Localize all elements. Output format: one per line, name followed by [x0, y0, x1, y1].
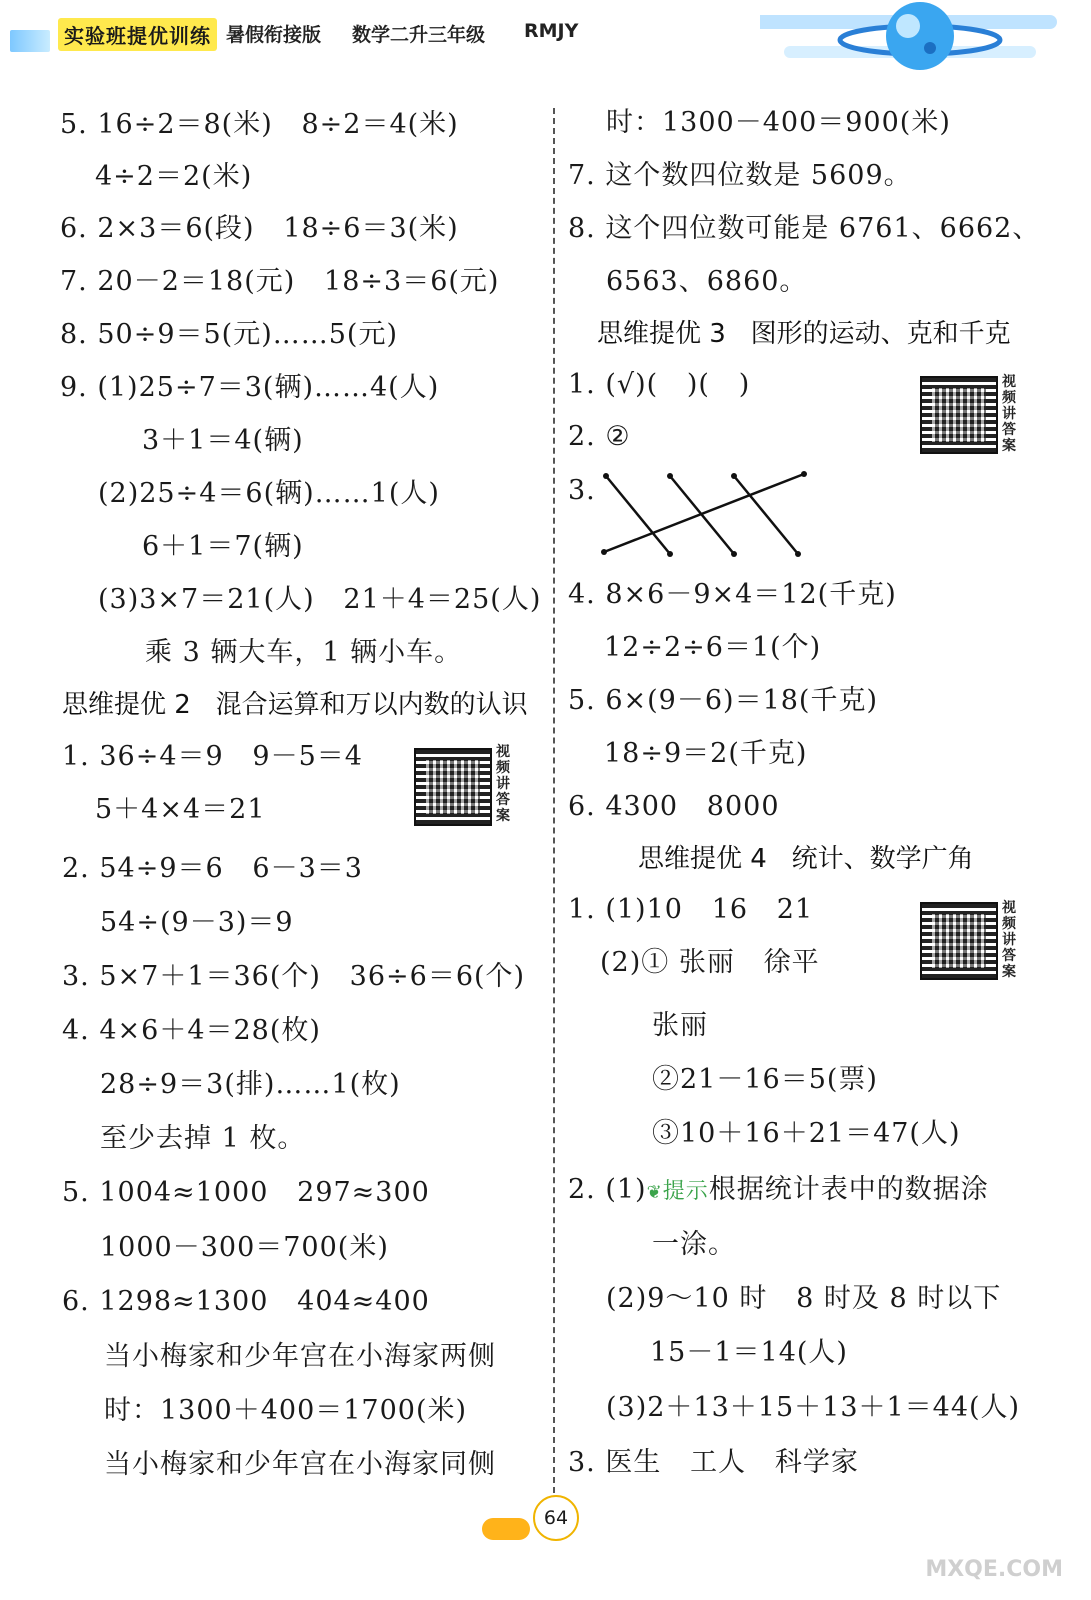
hint-label: 提示 — [662, 1179, 709, 1204]
header-version: RMJY — [524, 20, 579, 42]
header-subject: 数学二升三年级 — [352, 24, 486, 46]
answer-line: 当小梅家和少年宫在小海家同侧 — [104, 1449, 496, 1480]
answer-line: 12÷2÷6＝1(个) — [604, 632, 822, 663]
leaf-icon: ❦ — [646, 1182, 663, 1203]
section-title: 思维提优 3 图形的运动、克和千克 — [597, 319, 1011, 349]
answer-line: 3. 医生 工人 科学家 — [568, 1447, 859, 1478]
page-header — [0, 0, 1091, 95]
answer-line: 至少去掉 1 枚。 — [100, 1123, 306, 1154]
answer-line: 4. 4×6＋4＝28(枚) — [62, 1015, 321, 1046]
header-accent-bar — [10, 30, 50, 52]
answer-line: 3. — [568, 475, 596, 506]
parallel-lines-figure — [598, 468, 808, 558]
qr-label: 视频讲答案 — [496, 744, 510, 824]
answer-line: 15－1＝14(人) — [650, 1337, 848, 1368]
planet-decoration-icon — [760, 0, 1060, 90]
answer-line: 5＋4×4＝21 — [95, 794, 266, 825]
answer-line: 3. 5×7＋1＝36(个) 36÷6＝6(个) — [62, 961, 526, 992]
watermark: MXQE.COM — [925, 1557, 1063, 1582]
answer-line: 当小梅家和少年宫在小海家两侧 — [104, 1341, 496, 1372]
answer-line: 1. (1)10 16 21 — [568, 894, 814, 925]
answer-line: 6. 2×3＝6(段) 18÷6＝3(米) — [60, 213, 459, 244]
answer-line: 7. 20－2＝18(元) 18÷3＝6(元) — [60, 266, 500, 297]
qr-label: 视频讲答案 — [1002, 374, 1016, 454]
answer-line: 18÷9＝2(千克) — [604, 738, 808, 769]
answer-line: 张丽 — [652, 1010, 708, 1041]
answer-line: ②21－16＝5(票) — [652, 1064, 878, 1095]
answer-line: 3＋1＝4(辆) — [142, 425, 304, 456]
answer-line: 时：1300＋400＝1700(米) — [104, 1395, 468, 1426]
qr-code[interactable] — [414, 748, 492, 826]
qr-code[interactable] — [920, 902, 998, 980]
page-number: 64 — [533, 1495, 579, 1541]
answer-line: 2. 54÷9＝6 6－3＝3 — [62, 853, 363, 884]
answer-line: 4. 8×6－9×4＝12(千克) — [568, 579, 897, 610]
submarine-icon — [482, 1518, 530, 1540]
answer-line: 54÷(9－3)＝9 — [100, 907, 294, 938]
answer-line: 2. ② — [568, 421, 631, 452]
answer-line: 1. 36÷4＝9 9－5＝4 — [62, 741, 363, 772]
answer-line: (2)9～10 时 8 时及 8 时以下 — [606, 1283, 1002, 1314]
answer-line: 7. 这个数四位数是 5609。 — [568, 160, 912, 191]
answer-line: 5. 16÷2＝8(米) 8÷2＝4(米) — [60, 109, 459, 140]
question-number: 2. (1) — [568, 1174, 647, 1205]
header-brand: 实验班提优训练 — [58, 18, 217, 51]
answer-line: 6. 1298≈1300 404≈400 — [62, 1286, 430, 1317]
answer-line: 6. 4300 8000 — [568, 791, 780, 822]
answer-line: 1000－300＝700(米) — [100, 1232, 389, 1263]
section-title: 思维提优 4 统计、数学广角 — [638, 844, 974, 874]
answer-line: 8. 这个四位数可能是 6761、6662、 — [568, 213, 1041, 244]
answer-line: 4÷2＝2(米) — [95, 161, 253, 192]
qr-code[interactable] — [920, 376, 998, 454]
answer-line: 8. 50÷9＝5(元)……5(元) — [60, 319, 398, 350]
answer-line: 5. 1004≈1000 297≈300 — [62, 1177, 430, 1208]
answer-line: (3)2＋13＋15＋13＋1＝44(人) — [606, 1392, 1021, 1423]
column-divider — [553, 108, 555, 1493]
answer-line: 一涂。 — [652, 1229, 736, 1260]
answer-line: 5. 6×(9－6)＝18(千克) — [568, 685, 878, 716]
answer-line: 1. (√)( )( ) — [568, 369, 751, 400]
hint-text: 根据统计表中的数据涂 — [708, 1174, 989, 1205]
answer-line: 6＋1＝7(辆) — [142, 531, 304, 562]
answer-line: 乘 3 辆大车，1 辆小车。 — [145, 637, 463, 668]
answer-line: (2)① 张丽 徐平 — [600, 947, 820, 978]
answer-line: (3)3×7＝21(人) 21＋4＝25(人) — [98, 584, 542, 615]
section-title: 思维提优 2 混合运算和万以内数的认识 — [62, 690, 528, 720]
answer-line: 6563、6860。 — [606, 266, 808, 297]
qr-label: 视频讲答案 — [1002, 900, 1016, 980]
answer-line: ③10＋16＋21＝47(人) — [652, 1118, 961, 1149]
answer-line: 时：1300－400＝900(米) — [606, 107, 951, 138]
answer-line: 9. (1)25÷7＝3(辆)……4(人) — [60, 372, 440, 403]
answer-line — [568, 1173, 989, 1210]
header-edition: 暑假衔接版 — [226, 24, 322, 46]
answer-line: (2)25÷4＝6(辆)……1(人) — [98, 478, 440, 509]
answer-line: 28÷9＝3(排)……1(枚) — [100, 1069, 401, 1100]
